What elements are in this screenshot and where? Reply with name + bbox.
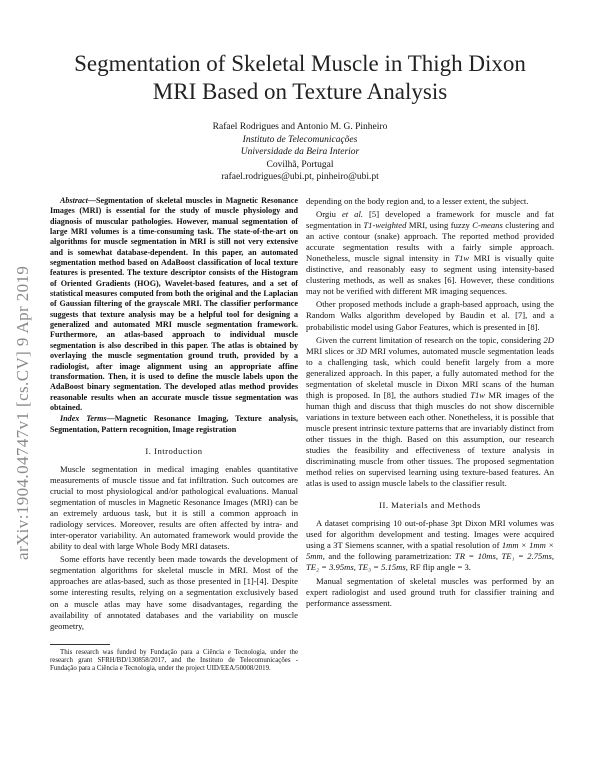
right-paragraph-limitation (306, 335, 554, 490)
footnote-divider (50, 644, 110, 645)
text-run: [5] developed a framework for muscle and fat segmentation in (306, 209, 554, 231)
abstract-text: —Segmentation of skeletal muscles in Magnetic Resonance Images (MRI) is essential for the study of muscle physiology and diagnosis of muscular pathologies. However, manual segmentation of large MRI volumes is a time-consuming task. The state-of-the-art on algorithms for muscle segmentation in MRI is still not very extensive and is somewhat database-dependent. In this paper, an automated segmentation method based on AdaBoost classification of local texture features is presented. The texture descriptor consists of the Histogram of Oriented Gradients (HOG), Wavelet-based features, and a set of statistical measures computed from both the original and the Laplacian of Gaussian filtering of the grayscale MRI. The classifier performance suggests that texture analysis may be a helpful tool for designing a generalized and automated MRI muscle segmentation framework. Furthermore, an atlas-based approach to individual muscle segmentation is also described in this paper. The atlas is obtained by overlaying the muscle segmentation ground truth, provided by a radiologist, after image alignment using an appropriate affine transformation. Then, it is used to define the muscle labels upon the AdaBoost binary segmentation. The developed atlas method provides reasonable results when an accurate muscle tissue segmentation was obtained. (50, 196, 298, 412)
text-run: MRI is visually quite distinctive, and reasonably easy to segment using intensity-based clustering methods, as well as snakes [6]. However, these conditions may not be verified with different MR imaging sequences. (306, 253, 554, 297)
text-run: Given the current limitation of research on the topic, considering (316, 334, 544, 345)
index-terms (50, 414, 298, 435)
author-block (150, 121, 450, 184)
abstract-lead: Abstract (60, 196, 88, 205)
left-column (50, 196, 298, 674)
math-resolution: 1mm × 1mm × 5mm (306, 540, 554, 562)
index-terms-text: —Magnetic Resonance Imaging, Texture analysis, Segmentation, Pattern recognition, Image registration (50, 414, 299, 434)
text-run: Orgiu (316, 209, 342, 220)
text-run: clustering and an active contour (snake) approach. The reported method provided accurate segmentation results with a fairly simple approach. Nonetheless, muscle signal intensity in (306, 220, 554, 264)
text-run-italic: T1w (454, 253, 470, 264)
paper-title: Segmentation of Skeletal Muscle in Thigh Dixon MRI Based on Texture Analysis (74, 51, 526, 104)
index-terms-lead: Index Terms (60, 414, 107, 424)
text-run-italic: T1w (470, 389, 486, 400)
right-column (306, 196, 554, 609)
section-heading-introduction: I. Introduction (145, 445, 203, 456)
right-paragraph-orgiu (306, 209, 554, 297)
funding-footnote: This research was funded by Fundação para a Ciência e Tecnologia, under the research grant SFRH/BD/130858/2017, and the Instituto de Telecomunicações - Fundação para a Ciência e Tecnologia, under the project UID/EEA/50008/2019. (50, 648, 298, 673)
affiliation-location: Covilhã, Portugal (266, 159, 334, 170)
text-run: MRI, using fuzzy (406, 220, 473, 231)
text-run: MRI slices or (306, 345, 357, 356)
abstract (50, 196, 298, 413)
arxiv-identifier[interactable]: arXiv:1904.04747v1 [cs.CV] 9 Apr 2019 (13, 265, 32, 560)
right-paragraph-0: depending on the body region and, to a lesser extent, the subject. (306, 196, 529, 206)
author-names: Rafael Rodrigues and Antonio M. G. Pinheiro (212, 122, 388, 132)
right-paragraph-manual-segmentation: Manual segmentation of skeletal muscles was performed by an expert radiologist and used ground truth for classifier training and performance assessment. (306, 575, 554, 608)
author-emails[interactable]: rafael.rodrigues@ubi.pt, pinheiro@ubi.pt (221, 172, 379, 183)
text-run: , and the following parametrization: (322, 551, 455, 562)
math-parameters: TR = 10ms, TE₁ = 2.75ms, TE₂ = 3.95ms, TE₃ = 5.15ms (306, 551, 555, 573)
right-paragraph-other-methods: Other proposed methods include a graph-based approach, using the Random Walks algorithm developed by Baudin et al. [7], and a probabilistic model using Gabor Features, which is presented in [8]. (306, 299, 554, 332)
text-run-italic: et al. (341, 209, 364, 220)
text-run-italic: 3D (356, 345, 367, 356)
affiliation-institute: Instituto de Telecomunicações (242, 134, 358, 145)
affiliation-university: Universidade da Beira Interior (240, 147, 360, 158)
section-heading-materials-methods: II. Materials and Methods (379, 500, 481, 511)
text-run: A dataset comprising 10 out-of-phase 3pt Dixon MRI volumes was used for algorithm development and testing. Images were acquired using a 3T Siemens scanner, with a spatial resolution of (306, 518, 554, 551)
text-run-italic: 2D (543, 334, 554, 345)
intro-paragraph-1: Muscle segmentation in medical imaging enables quantitative measurements of muscle tissue and fat infiltration. Such outcomes are crucial to most physiological and/or pathological evaluations. Manual segmentation of muscles in Magnetic Resonance Images (MRI) can be an extremely arduous task, but it is still a common approach in radiology services. Moreover, results are often affected by intra- and inter-operator variability. An automated framework would provide the ability to deal with large Whole Body MRI datasets. (50, 463, 298, 552)
text-run: MRI volumes, automated muscle segmentation leads to a challenging task, which could benefit largely from a more generalized approach. In this paper, a fully automated method for the segmentation of skeletal muscle in Dixon MRI scans of the human thigh is proposed. In [8], the authors studied (306, 345, 554, 400)
text-run-italic: C-means (472, 220, 503, 231)
text-run-italic: T1-weighted (363, 220, 407, 231)
intro-paragraph-2: Some efforts have recently been made towards the development of segmentation algorithms for skeletal muscle in MRI. Most of the approaches are atlas-based, such as those presented in [1]-[4]. Despite some interesting results, relying on a segmentation exclusively based on a muscle atlas may have some disadvantages, regarding the availability of annotated databases and the variability on muscle geometry, (50, 554, 298, 631)
text-run: , RF flip angle = 3. (405, 562, 471, 573)
text-run: MR images of the human thigh and discuss that thigh muscles do not show discernible variations in texture between each other. Nonetheless, it is possible that muscle present intrinsic texture patterns that are invariably distinct from other tissues in the thigh. Based on this assumption, our research studies the feasibility and effectiveness of texture analysis in discriminating muscle from other tissues. The proposed segmentation method relies on supervised learning using texture-based features. An atlas is used to assign muscle labels to the classifier result. (306, 389, 554, 489)
right-paragraph-dataset (306, 518, 554, 573)
